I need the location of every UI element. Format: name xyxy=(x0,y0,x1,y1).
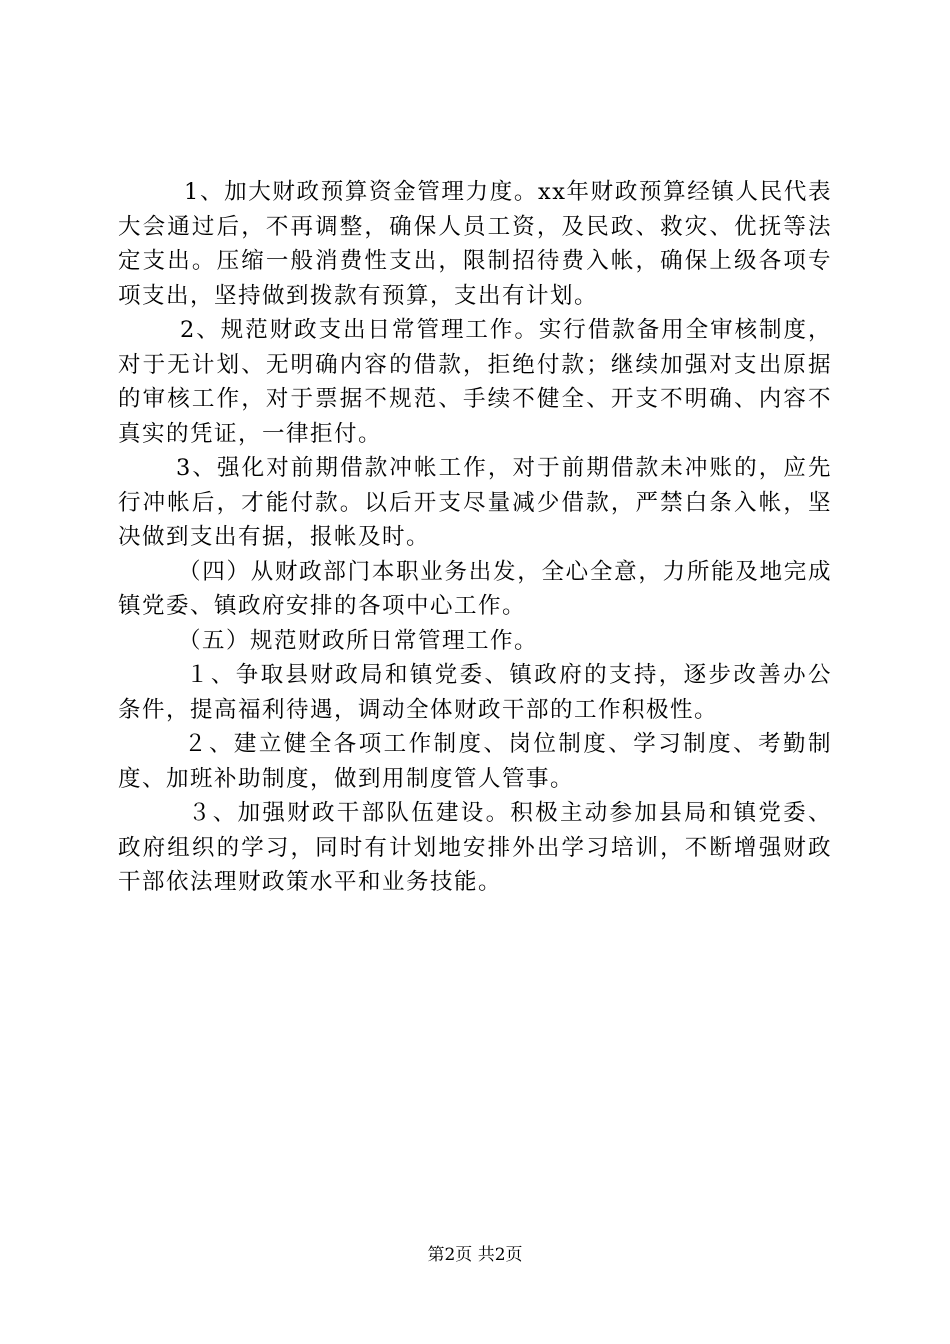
paragraph-subitem-2: ２、建立健全各项工作制度、岗位制度、学习制度、考勤制度、加班补助制度，做到用制度管人管事。 xyxy=(118,731,832,792)
paragraph-subitem-1: １、争取县财政局和镇党委、镇政府的支持，逐步改善办公条件，提高福利待遇，调动全体财政干部的工作积极性。 xyxy=(118,662,832,723)
paragraph-item-2: 2、规范财政支出日常管理工作。实行借款备用全审核制度，对于无计划、无明确内容的借款，拒绝付款；继续加强对支出原据的审核工作，对于票据不规范、手续不健全、开支不明确、内容不真实的凭证，一律拒付。 xyxy=(118,317,832,447)
page-number-footer: 第2页 共2页 xyxy=(427,1245,523,1265)
paragraph-subitem-3: ３、加强财政干部队伍建设。积极主动参加县局和镇党委、政府组织的学习，同时有计划地安排外出学习培训，不断增强财政干部依法理财政策水平和业务技能。 xyxy=(118,800,832,895)
paragraph-item-3: 3、强化对前期借款冲帐工作，对于前期借款未冲账的，应先行冲帐后，才能付款。以后开支尽量减少借款，严禁白条入帐，坚决做到支出有据，报帐及时。 xyxy=(118,455,832,550)
paragraph-section-5: （五）规范财政所日常管理工作。 xyxy=(178,627,539,654)
paragraph-section-4: （四）从财政部门本职业务出发，全心全意，力所能及地完成镇党委、镇政府安排的各项中心工作。 xyxy=(118,558,832,619)
document-body xyxy=(118,175,832,900)
paragraph-item-1: 1、加大财政预算资金管理力度。xx年财政预算经镇人民代表大会通过后，不再调整，确保人员工资，及民政、救灾、优抚等法定支出。压缩一般消费性支出，限制招待费入帐，确保上级各项专项支出，坚持做到拨款有预算，支出有计划。 xyxy=(118,179,832,309)
